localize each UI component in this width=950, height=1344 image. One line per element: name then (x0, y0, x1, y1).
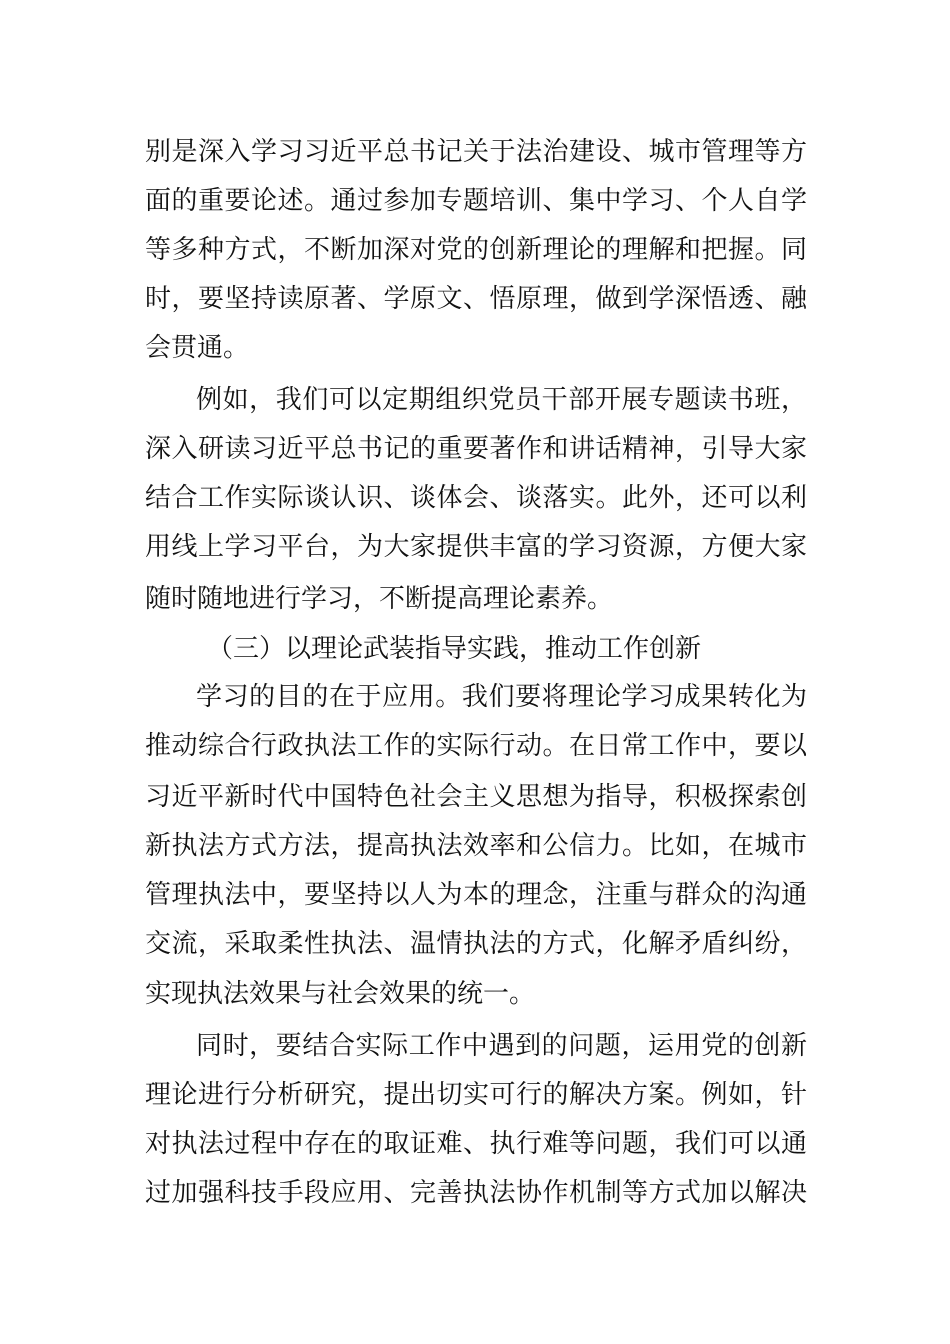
text-line: 新执法方式方法，提高执法效率和公信力。比如，在城市 (145, 831, 807, 861)
text-line: 面的重要论述。通过参加专题培训、集中学习、个人自学 (145, 186, 807, 216)
text-line: 时，要坚持读原著、学原文、悟原理，做到学深悟透、融 (145, 284, 807, 314)
text-line: 管理执法中，要坚持以人为本的理念，注重与群众的沟通 (145, 880, 807, 910)
text-line: 习近平新时代中国特色社会主义思想为指导，积极探索创 (145, 782, 807, 812)
text-line: 用线上学习平台，为大家提供丰富的学习资源，方便大家 (145, 532, 807, 562)
text-line: 理论进行分析研究，提出切实可行的解决方案。例如，针 (145, 1080, 807, 1110)
text-line: 会贯通。 (145, 333, 250, 363)
text-line: 过加强科技手段应用、完善执法协作机制等方式加以解决 (145, 1178, 807, 1208)
paragraph-first-line: 同时，要结合实际工作中遇到的问题，运用党的创新 (196, 1031, 807, 1061)
text-line: 别是深入学习习近平总书记关于法治建设、城市管理等方 (145, 137, 807, 167)
text-line: 推动综合行政执法工作的实际行动。在日常工作中，要以 (145, 731, 807, 761)
text-line: 交流，采取柔性执法、温情执法的方式，化解矛盾纠纷， (145, 929, 807, 959)
paragraph-first-line: 例如，我们可以定期组织党员干部开展专题读书班， (196, 385, 807, 415)
text-line: 结合工作实际谈认识、谈体会、谈落实。此外，还可以利 (145, 483, 807, 513)
text-line: 等多种方式，不断加深对党的创新理论的理解和把握。同 (145, 235, 807, 265)
text-line: 对执法过程中存在的取证难、执行难等问题，我们可以通 (145, 1129, 807, 1159)
section-heading: （三）以理论武装指导实践，推动工作创新 (207, 634, 702, 664)
text-line: 实现执法效果与社会效果的统一。 (145, 979, 536, 1009)
paragraph-first-line: 学习的目的在于应用。我们要将理论学习成果转化为 (196, 682, 807, 712)
text-line: 深入研读习近平总书记的重要著作和讲话精神，引导大家 (145, 434, 807, 464)
text-line: 随时随地进行学习，不断提高理论素养。 (145, 584, 614, 614)
